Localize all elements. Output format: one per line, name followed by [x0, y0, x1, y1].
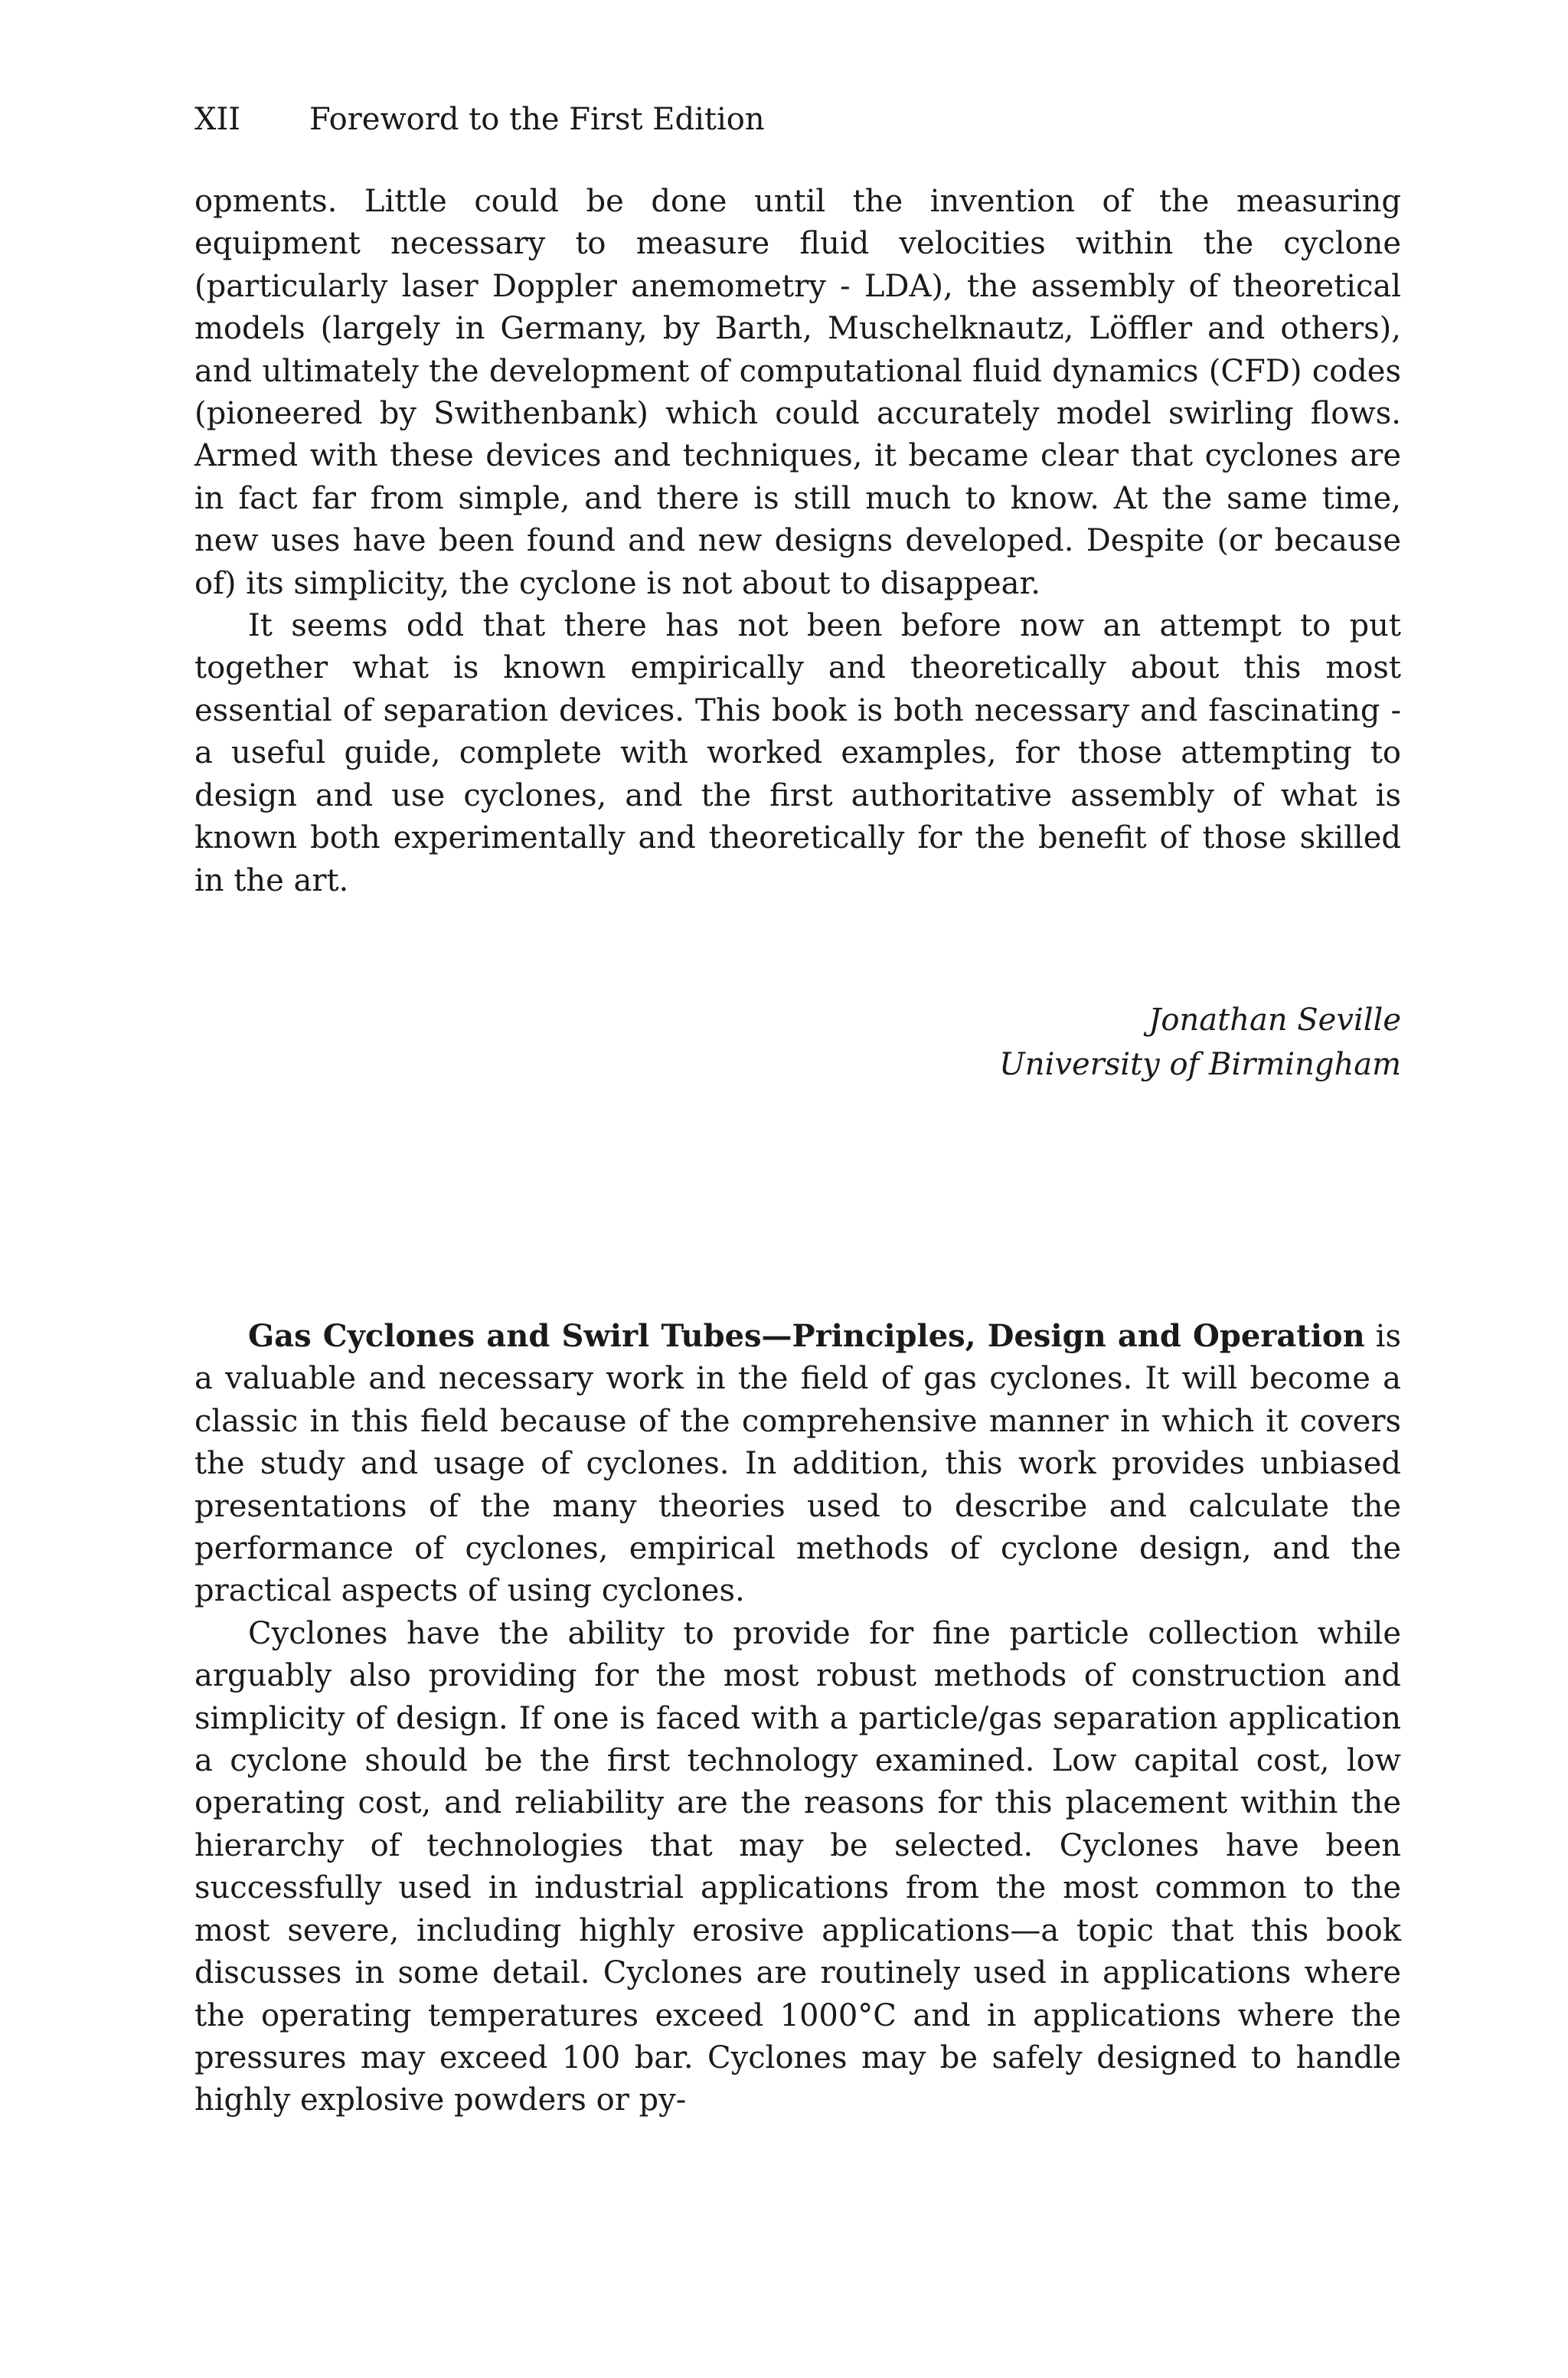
running-title: Foreword to the First Edition	[309, 102, 765, 137]
book-page	[194, 0, 1401, 2378]
author-affiliation: University of Birmingham	[999, 1047, 1401, 1082]
paragraph: Cyclones have the ability to provide for fine particle collection while arguably also providing for the most robust methods of construction and simplicity of design. If one is faced with a particle/gas separation application a cyclone should be the first technology examined. Low capital cost, low operating cost, and reliability are the reasons for this placement within the hierarchy of technologies that may be selected. Cyclones have been successfully used in industrial applications from the most common to the most severe, including highly erosive applications—a topic that this book discusses in some detail. Cyclones are routinely used in applications where the operating temperatures exceed 1000°C and in applications where the pressures may exceed 100 bar. Cyclones may be safely designed to handle highly explosive powders or py-	[194, 1615, 1401, 2118]
author-name: Jonathan Seville	[1148, 1003, 1401, 1038]
second-foreword-text	[194, 1315, 1401, 2122]
seville-foreword-text	[194, 181, 1401, 902]
paragraph-body: is a valuable and necessary work in the field of gas cyclones. It will become a classic in this field because of the comprehensive manner in which it covers the study and usage of cyclones. In addition, this work provides unbiased presentations of the many theories used to describe and calculate the performance of cyclones, empirical methods of cyclone design, and the practical aspects of using cyclones.	[194, 1319, 1401, 1609]
running-header	[194, 101, 765, 138]
paragraph: It seems odd that there has not been before now an attempt to put together what is known empirically and theoretically about this most essential of separation devices. This book is both necessary and fascinating - a useful guide, complete with worked examples, for those attempting to design and use cyclones, and the first authoritative assembly of what is known both experimentally and theoretically for the benefit of those skilled in the art.	[194, 608, 1401, 898]
book-title: Gas Cyclones and Swirl Tubes—Principles, Design and Operation	[248, 1318, 1365, 1354]
paragraph	[194, 1315, 1401, 1613]
signature-block	[999, 998, 1401, 1087]
paragraph: opments. Little could be done until the invention of the measuring equipment necessary to measure fluid velocities within the cyclone (particularly laser Doppler anemometry - LDA), the assembly of theoretical models (largely in Germany, by Barth, Muschelknautz, Löffler and others), and ultimately the development of computational fluid dynamics (CFD) codes (pioneered by Swithenbank) which could accurately model swirling flows. Armed with these devices and techniques, it became clear that cyclones are in fact far from simple, and there is still much to know. At the same time, new uses have been found and new designs developed. Despite (or because of) its simplicity, the cyclone is not about to disappear.	[194, 184, 1401, 601]
page-number: XII	[194, 102, 241, 137]
